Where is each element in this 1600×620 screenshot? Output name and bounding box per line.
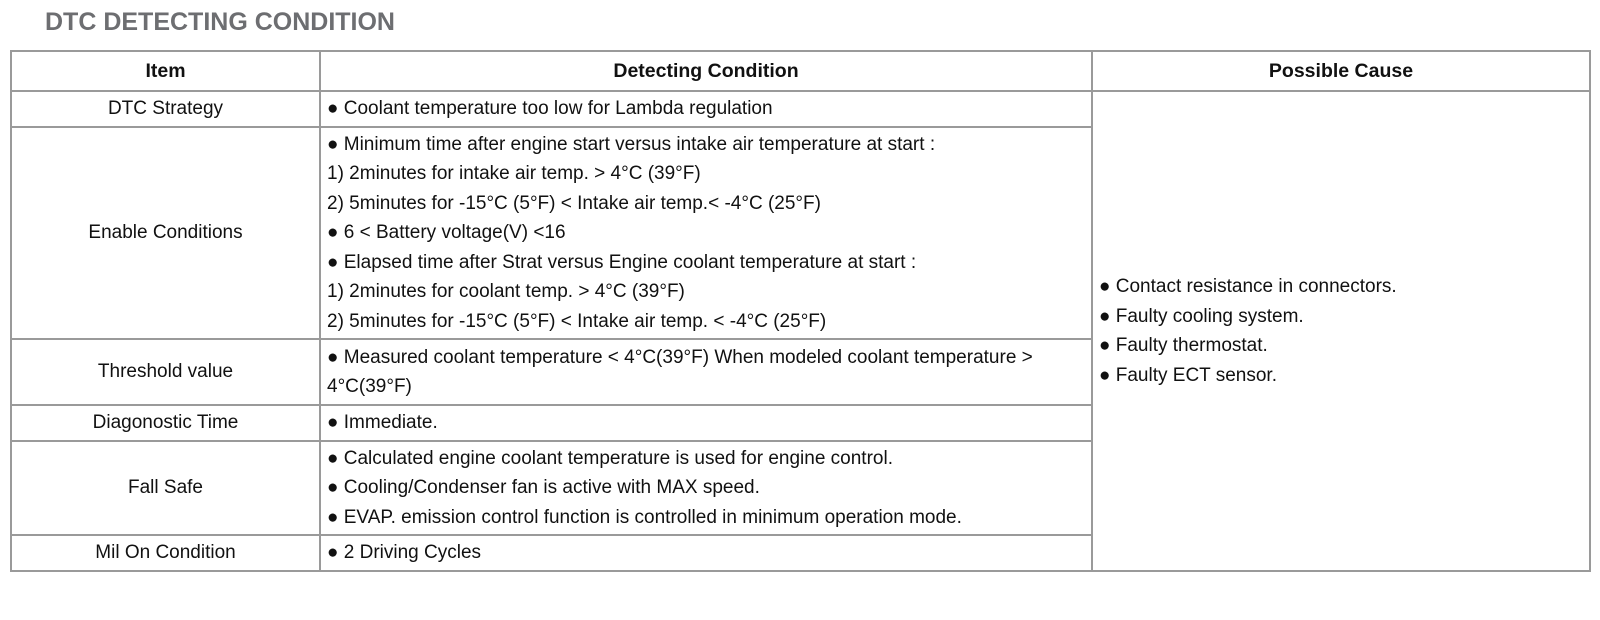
- dtc-condition-table: [10, 50, 1591, 572]
- condition-line: 2) 5minutes for -15°C (5°F) < Intake air temp.< -4°C (25°F): [327, 192, 821, 214]
- condition-line: ● Minimum time after engine start versus intake air temperature at start :: [327, 133, 936, 155]
- row-condition: [320, 91, 1092, 127]
- condition-line: ● Calculated engine coolant temperature is used for engine control.: [327, 447, 893, 469]
- row-condition: [320, 441, 1092, 535]
- table-row: [11, 91, 1590, 127]
- possible-cause-cell: [1092, 91, 1590, 571]
- row-condition: [320, 127, 1092, 339]
- header-detecting-condition: Detecting Condition: [320, 51, 1092, 91]
- table-header-row: [11, 51, 1590, 91]
- row-item-label: Enable Conditions: [11, 127, 320, 339]
- row-condition: [320, 339, 1092, 405]
- header-item: Item: [11, 51, 320, 91]
- row-condition: [320, 405, 1092, 441]
- condition-line: ● Elapsed time after Strat versus Engine coolant temperature at start :: [327, 251, 917, 273]
- condition-line: ● Immediate.: [327, 412, 438, 434]
- row-item-label: Diagonostic Time: [11, 405, 320, 441]
- row-item-label: Mil On Condition: [11, 535, 320, 571]
- condition-line: 1) 2minutes for intake air temp. > 4°C (39°F): [327, 163, 701, 185]
- row-condition: [320, 535, 1092, 571]
- condition-line: ● Coolant temperature too low for Lambda regulation: [327, 98, 773, 120]
- condition-line: ● EVAP. emission control function is controlled in minimum operation mode.: [327, 506, 962, 528]
- condition-line: 2) 5minutes for -15°C (5°F) < Intake air temp. < -4°C (25°F): [327, 310, 827, 332]
- cause-line: ● Contact resistance in connectors.: [1099, 276, 1397, 297]
- condition-line: ● Measured coolant temperature < 4°C(39°F) When modeled coolant temperature > 4°C(39°F): [327, 346, 1033, 397]
- condition-line: ● Cooling/Condenser fan is active with MAX speed.: [327, 477, 760, 499]
- condition-line: ● 2 Driving Cycles: [327, 542, 482, 564]
- cause-line: ● Faulty thermostat.: [1099, 335, 1268, 356]
- condition-line: 1) 2minutes for coolant temp. > 4°C (39°F): [327, 281, 685, 303]
- header-possible-cause: Possible Cause: [1092, 51, 1590, 91]
- row-item-label: Threshold value: [11, 339, 320, 405]
- cause-line: ● Faulty ECT sensor.: [1099, 364, 1277, 386]
- condition-line: ● 6 < Battery voltage(V) <16: [327, 222, 566, 244]
- page-title: DTC DETECTING CONDITION: [45, 8, 395, 36]
- cause-line: ● Faulty cooling system.: [1099, 305, 1304, 327]
- row-item-label: DTC Strategy: [11, 91, 320, 127]
- row-item-label: Fall Safe: [11, 441, 320, 535]
